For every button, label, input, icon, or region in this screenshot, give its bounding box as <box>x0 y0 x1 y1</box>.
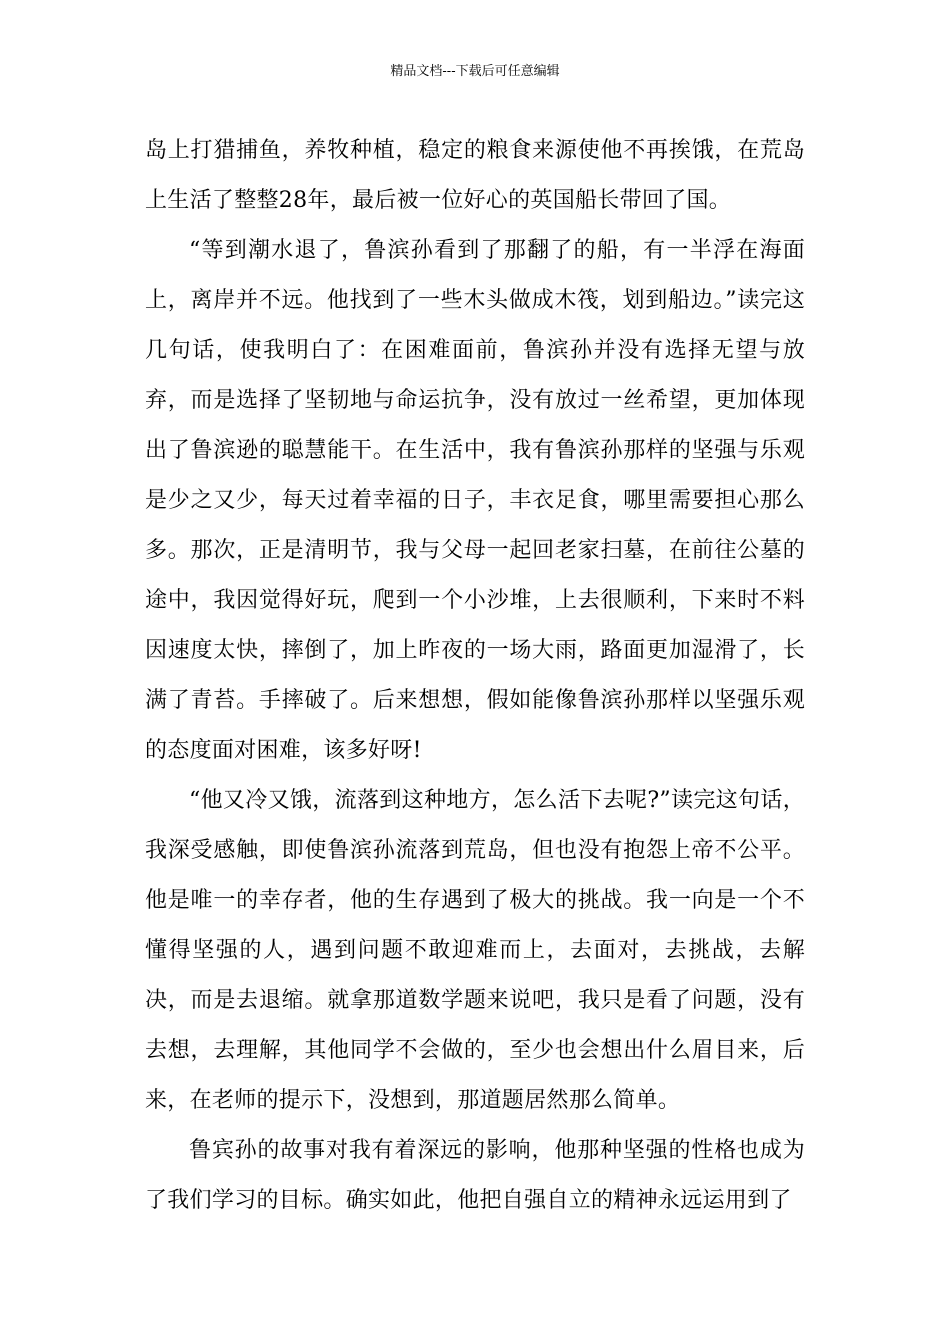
paragraph: “等到潮水退了，鲁滨孙看到了那翻了的船，有一半浮在海面上，离岸并不远。他找到了一些木头做成木筏，划到船边。”读完这几句话，使我明白了：在困难面前，鲁滨孙并没有选择无望与放弃，而是选择了坚韧地与命运抗争，没有放过一丝希望，更加体现出了鲁滨逊的聪慧能干。在生活中，我有鲁滨孙那样的坚强与乐观是少之又少，每天过着幸福的日子，丰衣足食，哪里需要担心那么多。那次，正是清明节，我与父母一起回老家扫墓，在前往公墓的途中，我因觉得好玩，爬到一个小沙堆，上去很顺利，下来时不料因速度太快，摔倒了，加上昨夜的一场大雨，路面更加湿滑了，长满了青苔。手摔破了。后来想想，假如能像鲁滨孙那样以坚强乐观的态度面对困难，该多好呀! <box>145 238 805 763</box>
document-body <box>145 126 805 1226</box>
paragraph-continuation: 岛上打猎捕鱼，养牧种植，稳定的粮食来源使他不再挨饿，在荒岛上生活了整整28年，最后被一位好心的英国船长带回了国。 <box>145 138 805 213</box>
paragraph: 鲁宾孙的故事对我有着深远的影响，他那种坚强的性格也成为了我们学习的目标。确实如此，他把自强自立的精神永远运用到了 <box>145 1138 805 1213</box>
paragraph: “他又冷又饿，流落到这种地方，怎么活下去呢?”读完这句话，我深受感触，即使鲁滨孙流落到荒岛，但也没有抱怨上帝不公平。他是唯一的幸存者，他的生存遇到了极大的挑战。我一向是一个不懂得坚强的人，遇到问题不敢迎难而上，去面对，去挑战，去解决，而是去退缩。就拿那道数学题来说吧，我只是看了问题，没有去想，去理解，其他同学不会做的，至少也会想出什么眉目来，后来，在老师的提示下，没想到，那道题居然那么简单。 <box>145 788 805 1113</box>
page-header: 精品文档---下载后可任意编辑 <box>390 64 560 79</box>
